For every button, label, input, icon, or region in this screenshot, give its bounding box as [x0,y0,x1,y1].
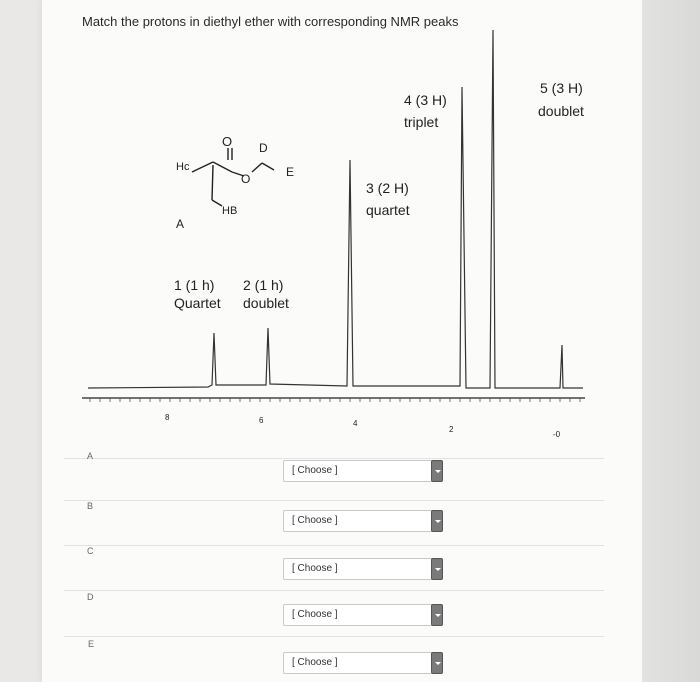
peak-4-multiplicity: triplet [404,114,439,130]
row-letter-d: D [87,592,94,602]
select-value: [ Choose ] [292,657,338,668]
axis-tick-8: 8 [165,413,170,422]
select-value: [ Choose ] [292,515,338,526]
molecule-label-e: E [286,165,295,179]
row-divider [64,590,604,591]
select-value: [ Choose ] [292,609,338,620]
peak-3-count: 3 (2 H) [366,180,409,196]
axis-tick-2: 2 [449,425,454,434]
question-text: Match the protons in diethyl ether with corresponding NMR peaks [82,14,459,29]
spectrum-trace [88,30,583,388]
peak-5-count: 5 (3 H) [540,80,583,96]
axis-tick-0: -0 [553,430,561,439]
row-letter-c: C [87,546,94,556]
molecule-structure [192,148,274,206]
axis-tick-6: 6 [259,416,264,425]
chevron-down-icon[interactable] [431,604,443,626]
answer-select-c[interactable] [283,558,443,580]
select-value: [ Choose ] [292,465,338,476]
peak-4-count: 4 (3 H) [404,92,447,108]
molecule-label-d: D [259,141,268,155]
molecule-label-o-ester: O [241,172,251,186]
row-letter-b: B [87,501,94,511]
axis-tick-4: 4 [353,419,358,428]
row-divider [64,458,604,459]
row-letter-e: E [88,639,95,649]
select-value: [ Choose ] [292,563,338,574]
peak-2-multiplicity: doublet [243,295,289,311]
chevron-down-icon[interactable] [431,510,443,532]
peak-3-multiplicity: quartet [366,202,410,218]
answer-select-d[interactable] [283,604,443,626]
molecule-label-hc: Hc [176,161,190,173]
chevron-down-icon[interactable] [431,558,443,580]
row-divider [64,545,604,546]
answer-select-e[interactable] [283,652,443,674]
answer-select-b[interactable] [283,510,443,532]
row-letter-a: A [87,451,94,461]
row-divider [64,636,604,637]
molecule-label-hb: HB [222,205,238,217]
peak-1-count: 1 (1 h) [174,277,215,293]
molecule-label-o-carbonyl: O [222,134,233,149]
chevron-down-icon[interactable] [431,652,443,674]
peak-5-multiplicity: doublet [538,103,584,119]
row-divider [64,500,604,501]
peak-1-multiplicity: Quartet [174,295,221,311]
peak-2-count: 2 (1 h) [243,277,284,293]
molecule-label-a: A [176,217,185,231]
answer-select-a[interactable] [283,460,443,482]
chevron-down-icon[interactable] [431,460,443,482]
